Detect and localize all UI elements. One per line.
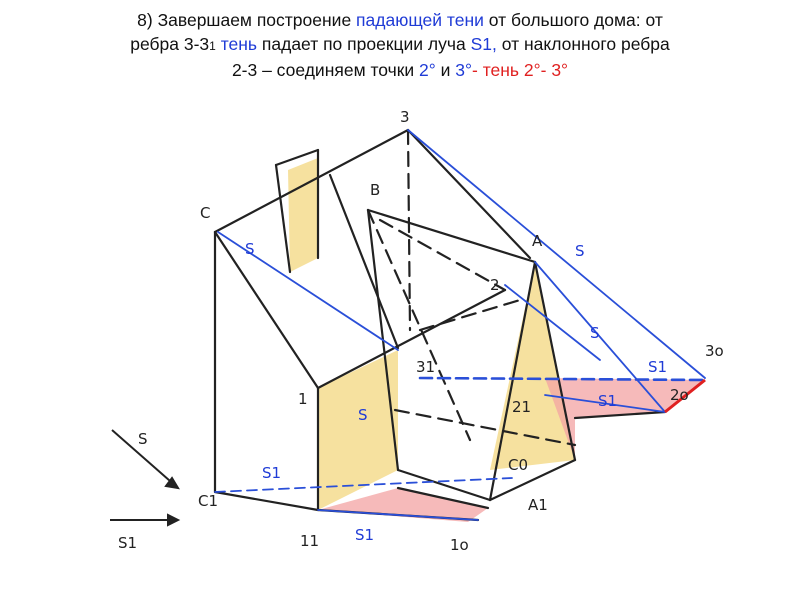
caption-text: и (435, 60, 456, 80)
legend-s1-arrowhead (168, 515, 178, 525)
edge-1-2 (318, 290, 505, 388)
edge-ridge-3 (408, 130, 530, 258)
caption-point-3: 3° (455, 60, 473, 80)
yellow-shade-chimney (288, 158, 318, 272)
edge-roof-b (330, 175, 398, 348)
ray-label-s: S (575, 242, 585, 260)
caption-highlight-shadow: тень (215, 34, 258, 54)
caption-text: от наклонного ребра (496, 34, 670, 54)
label-point-2-1: 21 (512, 398, 532, 416)
ray-label-s1: S1 (355, 526, 375, 544)
label-point-1-0: 1o (450, 536, 469, 554)
caption-highlight-shadow: падающей тени (356, 10, 484, 30)
label-point-1-1: 11 (300, 532, 320, 550)
legend-s1-label: S1 (118, 534, 138, 552)
caption-subscript: 1 (209, 39, 216, 53)
caption-text: 2-3 – соединяем точки (231, 60, 420, 80)
label-point-c: C (200, 204, 211, 222)
label-point-2-0: 2o (670, 386, 689, 404)
caption-text: от большого дома: от (483, 10, 663, 30)
caption-highlight-red: - тень 2°- 3° (472, 60, 569, 80)
edge-c1-11 (215, 492, 318, 510)
label-point-2: 2 (490, 276, 500, 294)
caption-text: 8) Завершаем построение (137, 10, 357, 30)
label-point-3-1: 31 (416, 358, 436, 376)
label-point-3: 3 (400, 108, 410, 126)
caption-text: ребра 3-3 (130, 34, 210, 54)
ray-s-from-3 (408, 130, 705, 378)
label-point-c-0: C0 (508, 456, 529, 474)
label-point-c-1: C1 (198, 492, 219, 510)
label-point-a: A (532, 232, 543, 250)
ray-label-s1: S1 (598, 392, 618, 410)
ray-label-s: S (358, 406, 368, 424)
label-point-b: B (370, 181, 381, 199)
ray-label-s1: S1 (262, 464, 282, 482)
caption-highlight-ray: S1, (470, 34, 497, 54)
label-point-1: 1 (298, 390, 308, 408)
legend-s-label: S (138, 430, 148, 448)
ray-label-s: S (245, 240, 255, 258)
chimney-left (276, 165, 290, 272)
label-point-3-0: 3o (705, 342, 724, 360)
caption-point-2: 2° (419, 60, 436, 80)
label-point-a-1: A1 (528, 496, 548, 514)
caption-text: падает по проекции луча (257, 34, 471, 54)
ray-label-s: S (590, 324, 600, 342)
ray-label-s1: S1 (648, 358, 668, 376)
